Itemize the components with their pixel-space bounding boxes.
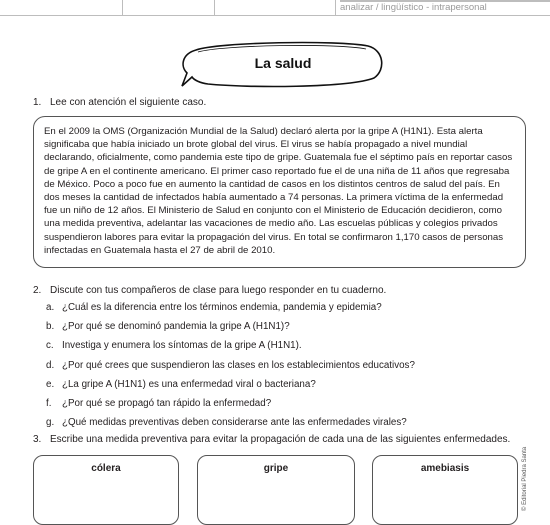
question-text: ¿Qué medidas preventivas deben considerarse ante las enfermedades virales? [62,417,407,429]
disease-label: amebiasis [420,463,470,474]
question-letter: g. [46,417,55,429]
disease-box-gripe[interactable] [197,455,355,525]
item-3-text: Escribe una medida preventiva para evitar la propagación de cada una de las siguientes enfermedades. [50,434,511,445]
item-1-text: Lee con atención el siguiente caso. [50,97,207,108]
question-text: ¿Cuál es la diferencia entre los términos endemia, pandemia y epidemia? [62,302,382,313]
disease-box-amebiasis[interactable] [372,455,518,525]
disease-label: cólera [91,463,121,474]
question-text: ¿Por qué se denominó pandemia la gripe A (H1N1)? [62,321,290,333]
item-1-number: 1. [33,97,42,108]
question-letter: b. [46,321,55,333]
question-d [46,360,526,379]
question-a [46,302,526,321]
question-letter: f. [46,397,52,409]
case-text: En el 2009 la OMS (Organización Mundial de la Salud) declaró alerta por la gripe A (H1N1). Esta alerta significaba que había iniciado un brote global del virus. El virus se había propagado a nivel mundial declarando, oficialmente, como pandemia este tipo de gripe. Guatemala fue el séptimo país en reportar casos de gripe A en el continente americano. El primer caso reportado fue el de una niña de 11 años que regresaba de México. Poco a poco fue en aumento la cantidad de casos en los distintos centros de salud del país. En dos meses la cantidad de infectados había aumentado a 74 personas. La primera víctima de la enfermedad fue un niño de 12 años. El Ministerio de Salud en conjunto con el Ministerio de Educación decidieron, como una medida preventiva, adelantar las vacaciones de medio año. Las escuelas públicas y colegios privados suspendieron labores para evitar la propagación del virus. En total se confirmaron 1,170 casos de personas infectadas en Guatemala hasta el 27 de abril de 2010. [44,126,513,256]
disease-label: gripe [263,463,289,474]
question-text: ¿Por qué se propagó tan rápido la enfermedad? [62,397,272,409]
question-f [46,398,526,417]
question-letter: a. [46,302,55,313]
question-e [46,379,526,398]
question-c [46,340,526,359]
question-letter: c. [46,340,54,352]
skills-label: analizar / lingüístico - intrapersonal [340,2,487,13]
item-2-number: 2. [33,285,42,296]
question-letter: e. [46,378,55,390]
item-2-text: Discute con tus compañeros de clase para luego responder en tu cuaderno. [50,285,387,296]
page-title: La salud [254,55,312,71]
question-b [46,321,526,340]
title-bubble [178,40,388,92]
item-3-number: 3. [33,434,42,445]
disease-box-colera[interactable] [33,455,179,525]
question-list [46,302,526,436]
credit-text: © Editorial Piedra Santa [522,446,528,511]
publisher-credit [519,440,531,518]
question-text: ¿Por qué crees que suspendieron las clases en los establecimientos educativos? [62,359,415,371]
question-letter: d. [46,359,55,371]
question-text: ¿La gripe A (H1N1) es una enfermedad viral o bacteriana? [62,378,316,390]
question-text: Investiga y enumera los síntomas de la gripe A (H1N1). [62,340,302,352]
case-box [33,116,526,268]
